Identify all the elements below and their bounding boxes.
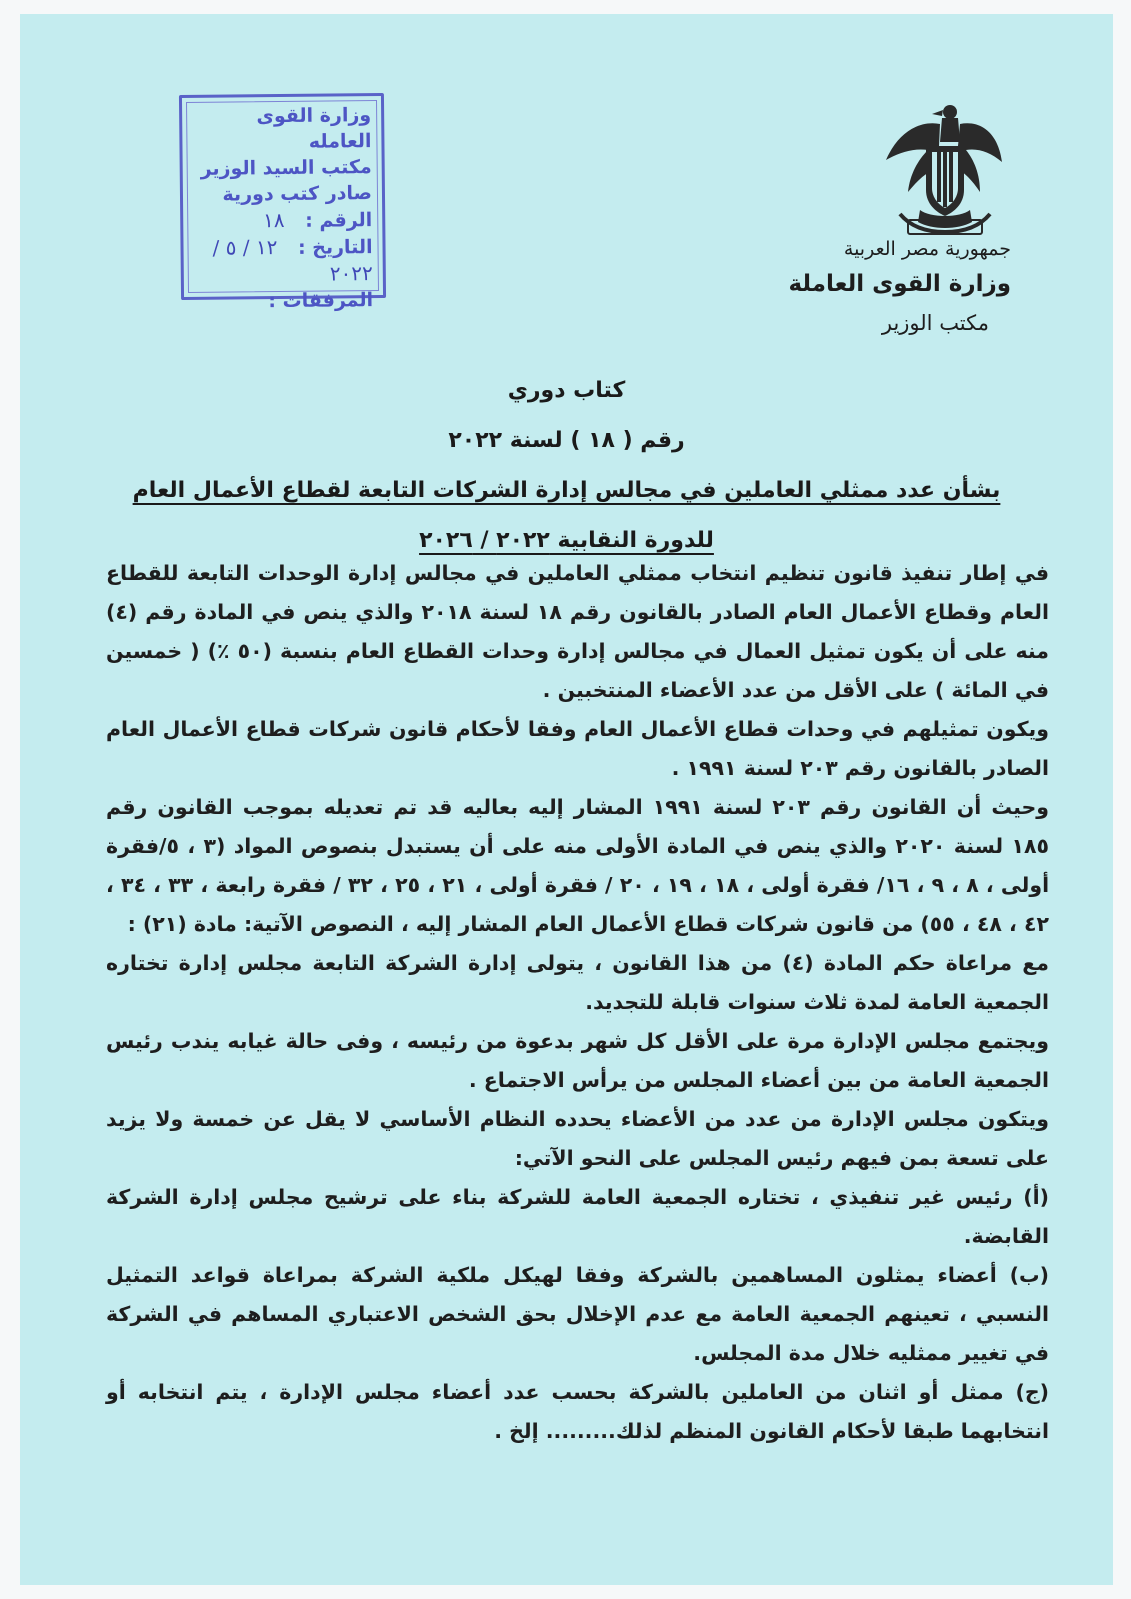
title-subject: بشأن عدد ممثلي العاملين في مجالس إدارة الشركات التابعة لقطاع الأعمال العام bbox=[132, 478, 1001, 503]
paragraph: ويجتمع مجلس الإدارة مرة على الأقل كل شهر بدعوة من رئيسه ، وفى حالة غيابه يندب رئيس الجمعية العامة من بين أعضاء المجلس من يرأس الاجتماع . bbox=[106, 1029, 1049, 1092]
ministry-stamp bbox=[179, 93, 386, 313]
stamp-attachments-label: المرفقات : bbox=[268, 289, 374, 313]
letterhead bbox=[751, 234, 1011, 342]
stamp-line-ministry: وزارة القوى العامله bbox=[256, 104, 372, 153]
stamp-number-label: الرقم : bbox=[305, 209, 373, 232]
title-session: للدورة النقابية ٢٠٢٢ / ٢٠٢٦ bbox=[419, 528, 714, 553]
title-number: رقم ( ١٨ ) لسنة ٢٠٢٢ bbox=[448, 428, 685, 453]
paragraph: مع مراعاة حكم المادة (٤) من هذا القانون ، يتولى إدارة الشركة التابعة مجلس إدارة تختاره الجمعية العامة لمدة ثلاث سنوات قابلة للتجديد. bbox=[106, 951, 1049, 1014]
letterhead-country: جمهورية مصر العربية bbox=[843, 238, 1011, 260]
letterhead-ministry: وزارة القوى العاملة bbox=[788, 271, 1011, 297]
document-page bbox=[20, 14, 1113, 1585]
title-circular: كتاب دوري bbox=[507, 378, 626, 403]
stamp-line-office: مكتب السيد الوزير bbox=[200, 156, 372, 180]
paragraph: ويتكون مجلس الإدارة من عدد من الأعضاء يحدده النظام الأساسي لا يقل عن خمسة ولا يزيد على تسعة بمن فيهم رئيس المجلس على النحو الآتي: bbox=[106, 1107, 1049, 1170]
stamp-date-label: التاريخ : bbox=[297, 236, 373, 259]
stamp-number-row bbox=[193, 206, 372, 235]
stamp-date-value: ١٢ / ٥ /٢٠٢٢ bbox=[212, 235, 373, 286]
eagle-emblem-icon bbox=[880, 102, 1005, 240]
letterhead-office: مكتب الوزير bbox=[881, 311, 989, 335]
stamp-attachments-row bbox=[194, 287, 373, 315]
document-titles bbox=[20, 366, 1113, 566]
stamp-number-value: ١٨ bbox=[262, 207, 285, 233]
paragraph: (أ) رئيس غير تنفيذي ، تختاره الجمعية العامة للشركة بناء على ترشيح مجلس إدارة الشركة القابضة. bbox=[106, 1185, 1049, 1248]
paragraph: ويكون تمثيلهم في وحدات قطاع الأعمال العام وفقا لأحكام قانون شركات قطاع الأعمال العام الصادر بالقانون رقم ٢٠٣ لسنة ١٩٩١ . bbox=[106, 717, 1049, 780]
paragraph: في إطار تنفيذ قانون تنظيم انتخاب ممثلي العاملين في مجالس إدارة الوحدات التابعة للقطاع العام وقطاع الأعمال العام الصادر بالقانون رقم ١٨ لسنة ٢٠١٨ والذي ينص في المادة رقم (٤) منه على أن يكون تمثيل العمال في مجالس إدارة وحدات القطاع العام بنسبة (٥٠ ٪) ( خمسين في المائة ) على الأقل من عدد الأعضاء المنتخبين . bbox=[106, 561, 1049, 702]
paragraph: وحيث أن القانون رقم ٢٠٣ لسنة ١٩٩١ المشار إليه بعاليه قد تم تعديله بموجب القانون رقم ١٨٥ لسنة ٢٠٢٠ والذي ينص في المادة الأولى منه على أن يستبدل بنصوص المواد (٣ ، ٥/فقرة أولى ، ٨ ، ٩ ، ١٦/ فقرة أولى ، ١٨ ، ١٩ ، ٢٠ / فقرة أولى ، ٢١ ، ٢٥ ، ٣٢ / فقرة رابعة ، ٣٣ ، ٣٤ ، ٤٢ ، ٤٨ ، ٥٥) من قانون شركات قطاع الأعمال العام المشار إليه ، النصوص الآتية: مادة (٢١) : bbox=[106, 795, 1050, 936]
paragraph: (ج) ممثل أو اثنان من العاملين بالشركة بحسب عدد أعضاء مجلس الإدارة ، يتم انتخابه أو انتخابهما طبقا لأحكام القانون المنظم لذلك......... إلخ . bbox=[106, 1380, 1049, 1443]
stamp-date-row bbox=[193, 233, 373, 289]
stamp-line-type: صادر كتب دورية bbox=[222, 182, 373, 206]
paragraph: (ب) أعضاء يمثلون المساهمين بالشركة وفقا لهيكل ملكية الشركة بمراعاة قواعد التمثيل النسبي ، تعينهم الجمعية العامة مع عدم الإخلال بحق الشخص الاعتباري المساهم في الشركة في تغيير ممثليه خلال مدة المجلس. bbox=[106, 1263, 1049, 1365]
document-body bbox=[106, 554, 1049, 1451]
